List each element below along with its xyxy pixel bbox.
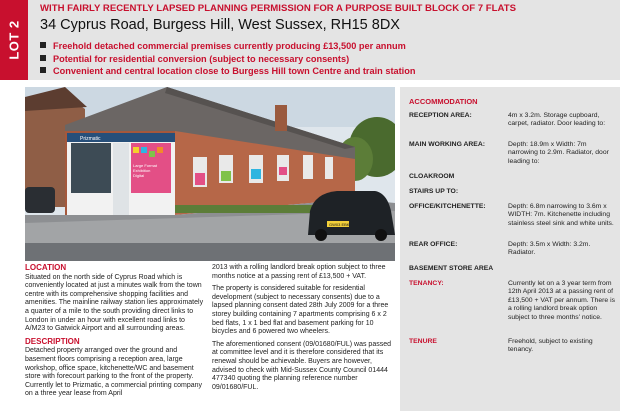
car-plate-text: GW03 EBK	[329, 222, 350, 227]
description-text: Detached property arranged over the ground and basement floors comprising a reception area, large workshop, office space, kitchenette/WC and basement store with forecourt parking to the front of the property. Currently let to Prizmatic, a commercial printing company on a three year lease from April	[25, 347, 203, 398]
row-label: STAIRS UP TO:	[409, 188, 459, 195]
location-title: LOCATION	[25, 263, 67, 272]
property-address: 34 Cyprus Road, Burgess Hill, West Sussex, RH15 8DX	[40, 17, 400, 33]
lot-tab	[0, 0, 28, 80]
description-title: DESCRIPTION	[25, 336, 80, 346]
feature-item: Freehold detached commercial premises currently producing £13,500 per annum	[40, 40, 415, 53]
consent-text: The aforementioned consent (09/01680/FUL) was passed at committee level and it is therefore considered that its renewal should be achievable. Buyers are however, advised to check with Mid-Sussex County Council 01444 477340 quoting the planning reference number 09/01680/FUL.	[212, 340, 391, 391]
window-text: Exhibition	[133, 168, 151, 173]
window-text: Large Format	[133, 163, 158, 168]
bullet-square-icon	[40, 42, 46, 48]
bullet-square-icon	[40, 55, 46, 61]
location-text: Situated on the north side of Cyprus Road which is conveniently located at just a minutes walk from the town centre with its comprehensive shopping facilities and amenities. The mainline railway station lies approximately a quarter of a mile to the south providing direct links to London in under an hour with excellent road links to A/M23 to Gatwick Airport and all surrounding areas.	[25, 273, 204, 333]
row-value: Depth: 6.8m narrowing to 3.6m x WIDTH: 7m. Kitchenette including stainless steel sink and white units.	[508, 203, 614, 227]
description-continued: 2013 with a rolling landlord break option subject to three months notice at a passing rent of £13,500 + VAT.	[212, 264, 386, 280]
left-text-column	[25, 264, 205, 403]
planning-text: The property is considered suitable for residential development (subject to necessary consents) due to a lapsed planning consent dated 28th July 2009 for a three storey building containing 7 apartments comprising 6 x 2 bed flats, 1 x 1 bed flat and basement parking for 10 bicycles and 6 powered two wheelers.	[212, 285, 389, 336]
row-label: RECEPTION AREA:	[409, 112, 472, 119]
lot-label: LOT 2	[6, 20, 22, 60]
accommodation-title: ACCOMMODATION	[409, 97, 478, 106]
row-label: MAIN WORKING AREA:	[409, 141, 486, 148]
row-label: OFFICE/KITCHENETTE:	[409, 203, 486, 210]
shop-sign-text: Prizmatic	[80, 136, 101, 142]
property-photo-illustration	[25, 87, 395, 261]
row-value: Freehold, subject to existing tenancy.	[508, 338, 593, 354]
middle-text-column	[212, 264, 395, 396]
row-label: CLOAKROOM	[409, 173, 455, 180]
row-label: TENURE	[409, 338, 437, 345]
row-label: TENANCY:	[409, 280, 444, 287]
row-value: Depth: 18.9m x Width: 7m narrowing to 2.9m. Radiator, door leading to:	[508, 141, 609, 165]
row-label: BASEMENT STORE AREA	[409, 265, 494, 272]
feature-item: Potential for residential conversion (subject to necessary consents)	[40, 53, 415, 66]
key-features	[40, 40, 415, 78]
row-value: 4m x 3.2m. Storage cupboard, carpet, radiator. Door leading to:	[508, 112, 606, 128]
accommodation-panel	[400, 87, 620, 411]
row-value: Currently let on a 3 year term from 12th April 2013 at a passing rent of £13,500 + VAT per annum. There is a rolling landlord break option subject to three months' notice.	[508, 280, 615, 321]
row-value: Depth: 3.5m x Width: 3.2m. Radiator.	[508, 241, 591, 257]
headline: WITH FAIRLY RECENTLY LAPSED PLANNING PERMISSION FOR A PURPOSE BUILT BLOCK OF 7 FLATS	[40, 3, 516, 14]
bullet-square-icon	[40, 67, 46, 73]
feature-item: Convenient and central location close to Burgess Hill town Centre and train station	[40, 65, 415, 78]
window-text: Digital	[133, 173, 145, 178]
property-photo	[25, 87, 395, 261]
row-label: REAR OFFICE:	[409, 241, 458, 248]
